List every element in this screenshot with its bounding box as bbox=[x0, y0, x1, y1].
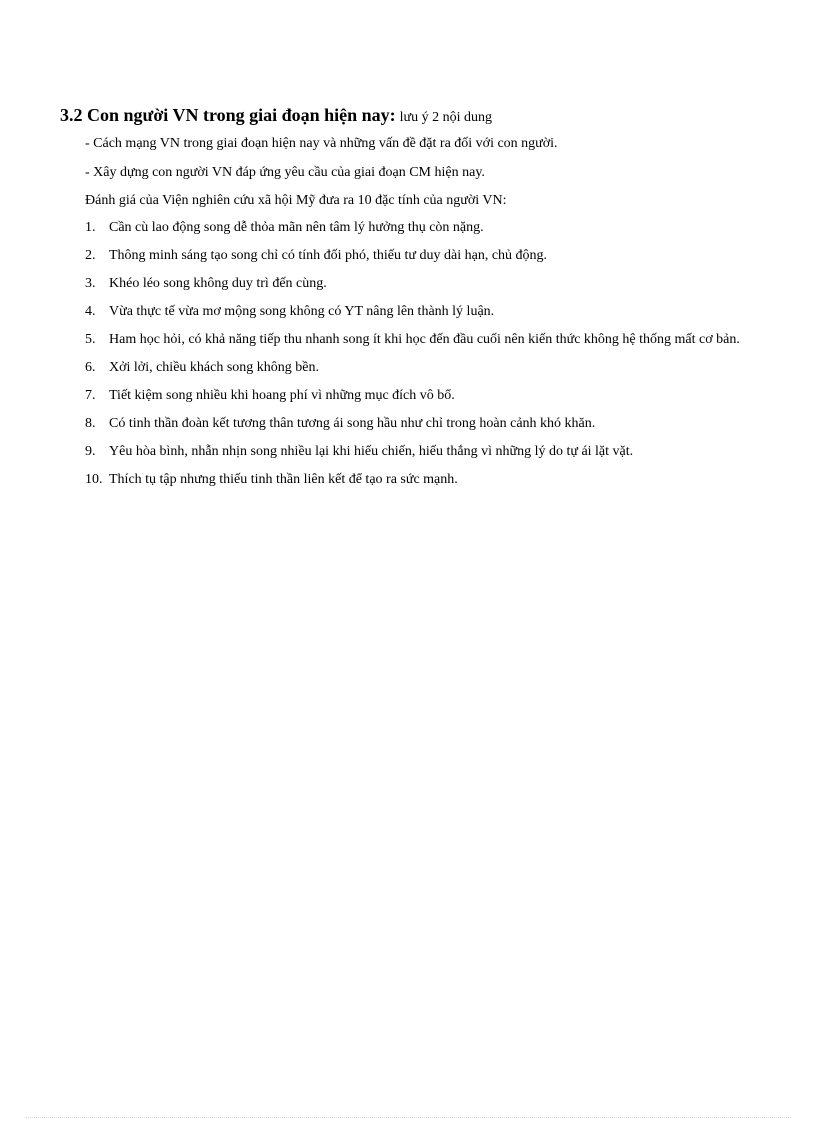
list-item-text: Có tinh thần đoàn kết tương thân tương ái song hầu như chỉ trong hoàn cảnh khó khăn. bbox=[109, 416, 596, 431]
list-item bbox=[85, 275, 767, 293]
list-item-text: Thông minh sáng tạo song chỉ có tính đối phó, thiếu tư duy dài hạn, chủ động. bbox=[109, 248, 548, 263]
list-item-number: 9. bbox=[85, 444, 96, 459]
list-item-number: 3. bbox=[85, 276, 96, 291]
list-item-text: Xởi lởi, chiều khách song không bền. bbox=[109, 360, 319, 375]
section-note: lưu ý 2 nội dung bbox=[399, 110, 493, 125]
section-title: 3.2 Con người VN trong giai đoạn hiện nay: bbox=[60, 105, 396, 125]
list-item bbox=[85, 219, 767, 237]
list-item bbox=[85, 415, 767, 433]
list-item-number: 6. bbox=[85, 360, 96, 375]
list-item bbox=[85, 303, 767, 321]
list-item bbox=[85, 471, 767, 489]
list-item-number: 2. bbox=[85, 248, 96, 263]
list-item-text: Khéo léo song không duy trì đến cùng. bbox=[109, 276, 327, 291]
list-item bbox=[85, 331, 767, 349]
list-item-number: 10. bbox=[85, 472, 103, 487]
traits-list bbox=[85, 219, 767, 499]
list-item bbox=[85, 387, 767, 405]
intro-line: Đánh giá của Viện nghiên cứu xã hội Mỹ đưa ra 10 đặc tính của người VN: bbox=[85, 193, 507, 208]
list-item-number: 1. bbox=[85, 220, 96, 235]
list-item-number: 7. bbox=[85, 388, 96, 403]
list-item bbox=[85, 247, 767, 265]
dash-line-revolution: - Cách mạng VN trong giai đoạn hiện nay và những vấn đề đặt ra đối với con người. bbox=[85, 136, 558, 151]
list-item-text: Ham học hỏi, có khả năng tiếp thu nhanh song ít khi học đến đầu cuối nên kiến thức không hệ thống mất cơ bản. bbox=[109, 332, 740, 347]
page-bottom-divider bbox=[25, 1117, 791, 1118]
list-item-number: 5. bbox=[85, 332, 96, 347]
list-item-number: 4. bbox=[85, 304, 96, 319]
dash-line-build-people: - Xây dựng con người VN đáp ứng yêu cầu của giai đoạn CM hiện nay. bbox=[85, 165, 485, 180]
list-item-text: Yêu hòa bình, nhẫn nhịn song nhiều lại khi hiếu chiến, hiếu thắng vì những lý do tự ái lặt vặt. bbox=[109, 444, 634, 459]
list-item bbox=[85, 443, 767, 461]
list-item-text: Vừa thực tế vừa mơ mộng song không có YT nâng lên thành lý luận. bbox=[109, 304, 495, 319]
list-item-text: Tiết kiệm song nhiều khi hoang phí vì những mục đích vô bổ. bbox=[109, 388, 455, 403]
section-heading bbox=[60, 104, 780, 129]
list-item bbox=[85, 359, 767, 377]
list-item-text: Cần cù lao động song dễ thỏa mãn nên tâm lý hưởng thụ còn nặng. bbox=[109, 220, 484, 235]
list-item-text: Thích tụ tập nhưng thiếu tinh thần liên kết để tạo ra sức mạnh. bbox=[109, 472, 458, 487]
list-item-number: 8. bbox=[85, 416, 96, 431]
